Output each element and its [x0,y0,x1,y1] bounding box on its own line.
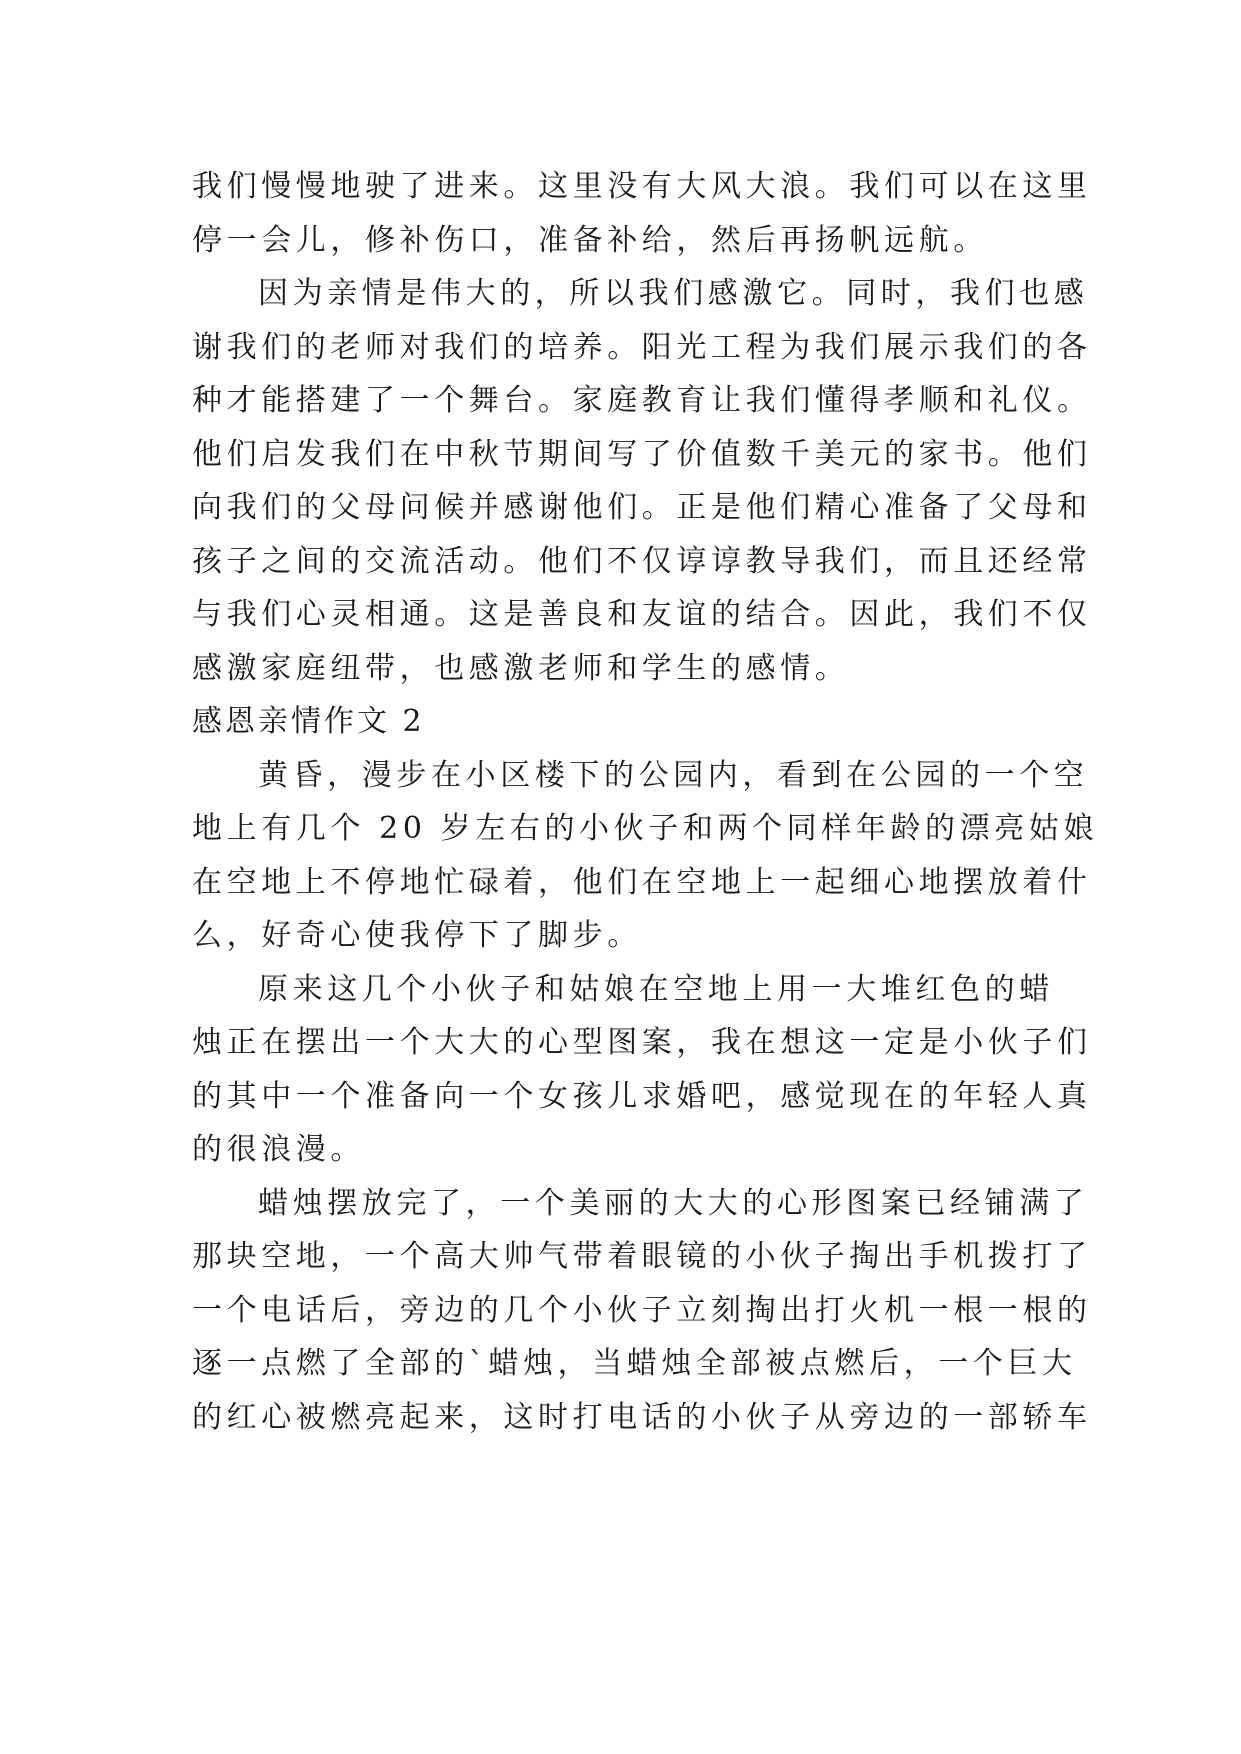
text-line: 一个电话后，旁边的几个小伙子立刻掏出打火机一根一根的 [192,1292,1092,1328]
text-line: 的其中一个准备向一个女孩儿求婚吧，感觉现在的年轻人真 [192,1078,1092,1114]
text-line: 孩子之间的交流活动。他们不仅谆谆教导我们，而且还经常 [192,543,1092,579]
paragraph-start-line: 原来这几个小伙子和姑娘在空地上用一大堆红色的蜡 [258,971,1054,1007]
paragraph-start-line: 蜡烛摆放完了，一个美丽的大大的心形图案已经铺满了 [258,1185,1089,1221]
text-line: 与我们心灵相通。这是善良和友谊的结合。因此，我们不仅 [192,597,1092,632]
text-line: 谢我们的老师对我们的培养。阳光工程为我们展示我们的各 [192,329,1092,365]
text-line: 种才能搭建了一个舞台。家庭教育让我们懂得孝顺和礼仪。 [192,383,1092,418]
text-line: 向我们的父母问候并感谢他们。正是他们精心准备了父母和 [192,490,1092,525]
text-line: 烛正在摆出一个大大的心型图案，我在想这一定是小伙子们 [192,1025,1092,1060]
essay-title: 感恩亲情作文 2 [192,704,425,739]
text-line: 他们启发我们在中秋节期间写了价值数千美元的家书。他们 [192,436,1092,472]
text-line: 那块空地，一个高大帅气带着眼镜的小伙子掏出手机拨打了 [192,1239,1092,1274]
essay-body [192,160,1099,1444]
text-line: 在空地上不停地忙碌着，他们在空地上一起细心地摆放着什 [192,864,1092,900]
text-line: 逐一点燃了全部的`蜡烛，当蜡烛全部被点燃后，一个巨大 [192,1346,1077,1381]
paragraph-start-line: 因为亲情是伟大的，所以我们感激它。同时，我们也感 [258,276,1089,311]
text-line: 地上有几个 20 岁左右的小伙子和两个同样年龄的漂亮姑娘 [192,811,1099,846]
paragraph-start-line: 黄昏，漫步在小区楼下的公园内，看到在公园的一个空 [258,757,1089,793]
text-line: 停一会儿，修补伤口，准备补给，然后再扬帆远航。 [192,222,988,258]
text-line: 我们慢慢地驶了进来。这里没有大风大浪。我们可以在这里 [192,169,1092,204]
text-line: 么，好奇心使我停下了脚步。 [192,918,642,953]
text-line: 的很浪漫。 [192,1132,365,1167]
text-line: 的红心被燃亮起来，这时打电话的小伙子从旁边的一部轿车 [192,1399,1092,1435]
text-line: 感激家庭纽带，也感激老师和学生的感情。 [192,650,850,686]
